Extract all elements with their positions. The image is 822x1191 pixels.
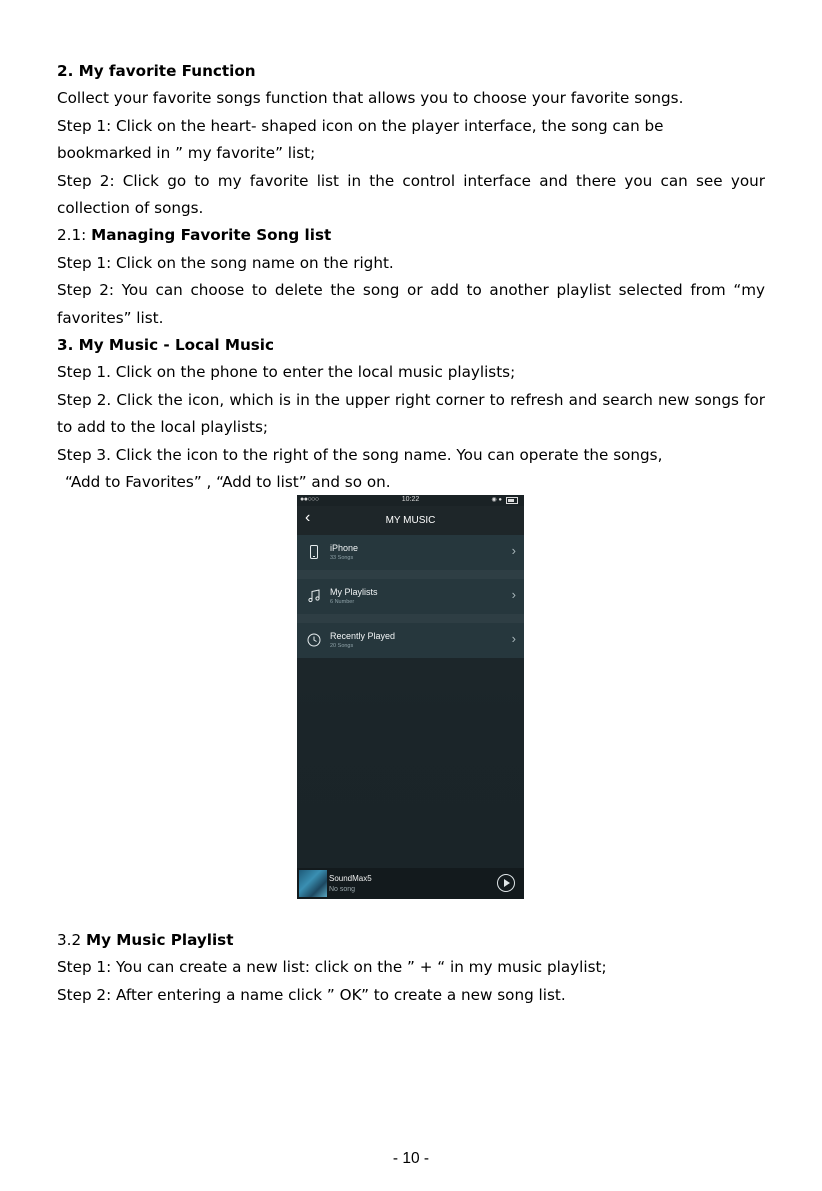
- section-3-2: [57, 927, 765, 1009]
- list-item-subtitle: 20 Songs: [330, 643, 354, 649]
- subsection-title: My Music Playlist: [85, 931, 234, 949]
- status-icons: ◉ ●: [491, 497, 502, 503]
- paragraph-line: Step 1: Click on the song name on the right.: [57, 253, 394, 272]
- subsection-number: 2.1:: [57, 226, 92, 245]
- mini-player[interactable]: [297, 868, 524, 899]
- player-title: SoundMax5: [329, 874, 372, 883]
- phone-icon: [306, 544, 322, 560]
- paragraph-line: Collect your favorite songs function that allows you to choose your favorite songs.: [57, 89, 684, 108]
- subsection-title: Managing Favorite Song list: [91, 226, 332, 245]
- signal-indicator: ●●○○○: [300, 496, 319, 503]
- list-item-title: My Playlists: [330, 587, 378, 597]
- list-item-title: iPhone: [330, 543, 359, 553]
- paragraph-line: to add to the local playlists;: [57, 418, 269, 437]
- chevron-left-icon[interactable]: ‹: [305, 509, 311, 526]
- paragraph-line: Step 1: Click on the heart- shaped icon on the player interface, the song can be: [57, 116, 664, 135]
- list-item-title: Recently Played: [330, 631, 396, 641]
- clock-icon: [306, 632, 322, 648]
- paragraph-line: Step 2: Click go to my favorite list in the control interface and there you can see your: [57, 171, 765, 190]
- section-divider: [297, 570, 524, 579]
- subsection-heading: [57, 222, 765, 249]
- paragraph-line: Step 1. Click on the phone to enter the local music playlists;: [57, 363, 516, 382]
- paragraph-line: Step 1: You can create a new list: click on the ” + “ in my music playlist;: [57, 958, 607, 977]
- paragraph-line: “Add to Favorites” , “Add to list” and so on.: [65, 473, 391, 492]
- battery-icon: [506, 497, 518, 504]
- paragraph-line: Step 2: You can choose to delete the song or add to another playlist selected from “my: [57, 281, 765, 300]
- list-item-subtitle: 33 Songs: [330, 555, 354, 561]
- list-item-subtitle: 6 Number: [330, 599, 355, 605]
- paragraph-line: bookmarked in ” my favorite” list;: [57, 144, 316, 163]
- player-subtitle: No song: [329, 886, 356, 893]
- list-item-my-playlists[interactable]: [297, 579, 524, 614]
- subsection-heading: [57, 927, 765, 954]
- status-time: 10:22: [401, 496, 420, 503]
- chevron-right-icon: ›: [511, 631, 516, 646]
- album-art: [299, 870, 327, 897]
- status-bar: [297, 495, 524, 506]
- play-icon[interactable]: [497, 874, 515, 892]
- phone-screenshot: [297, 495, 524, 899]
- section-2: [57, 58, 765, 497]
- nav-bar: [297, 506, 524, 535]
- section-divider: [297, 614, 524, 623]
- chevron-right-icon: ›: [511, 543, 516, 558]
- nav-title: MY MUSIC: [385, 515, 436, 526]
- paragraph-line: Step 2: After entering a name click ” OK” to create a new song list.: [57, 985, 566, 1004]
- list-item-iphone[interactable]: [297, 535, 524, 570]
- section-heading: 3. My Music - Local Music: [57, 336, 275, 355]
- page-number: - 10 -: [392, 1150, 430, 1167]
- paragraph-line: Step 3. Click the icon to the right of the song name. You can operate the songs,: [57, 445, 663, 464]
- paragraph-line: collection of songs.: [57, 199, 204, 218]
- chevron-right-icon: ›: [511, 587, 516, 602]
- music-note-icon: [306, 588, 322, 604]
- list-item-recently-played[interactable]: [297, 623, 524, 658]
- section-heading: 2. My favorite Function: [57, 62, 256, 80]
- paragraph-line: Step 2. Click the icon, which is in the upper right corner to refresh and search new songs for: [57, 390, 765, 409]
- subsection-number: 3.2: [57, 931, 86, 949]
- paragraph-line: favorites” list.: [57, 308, 164, 327]
